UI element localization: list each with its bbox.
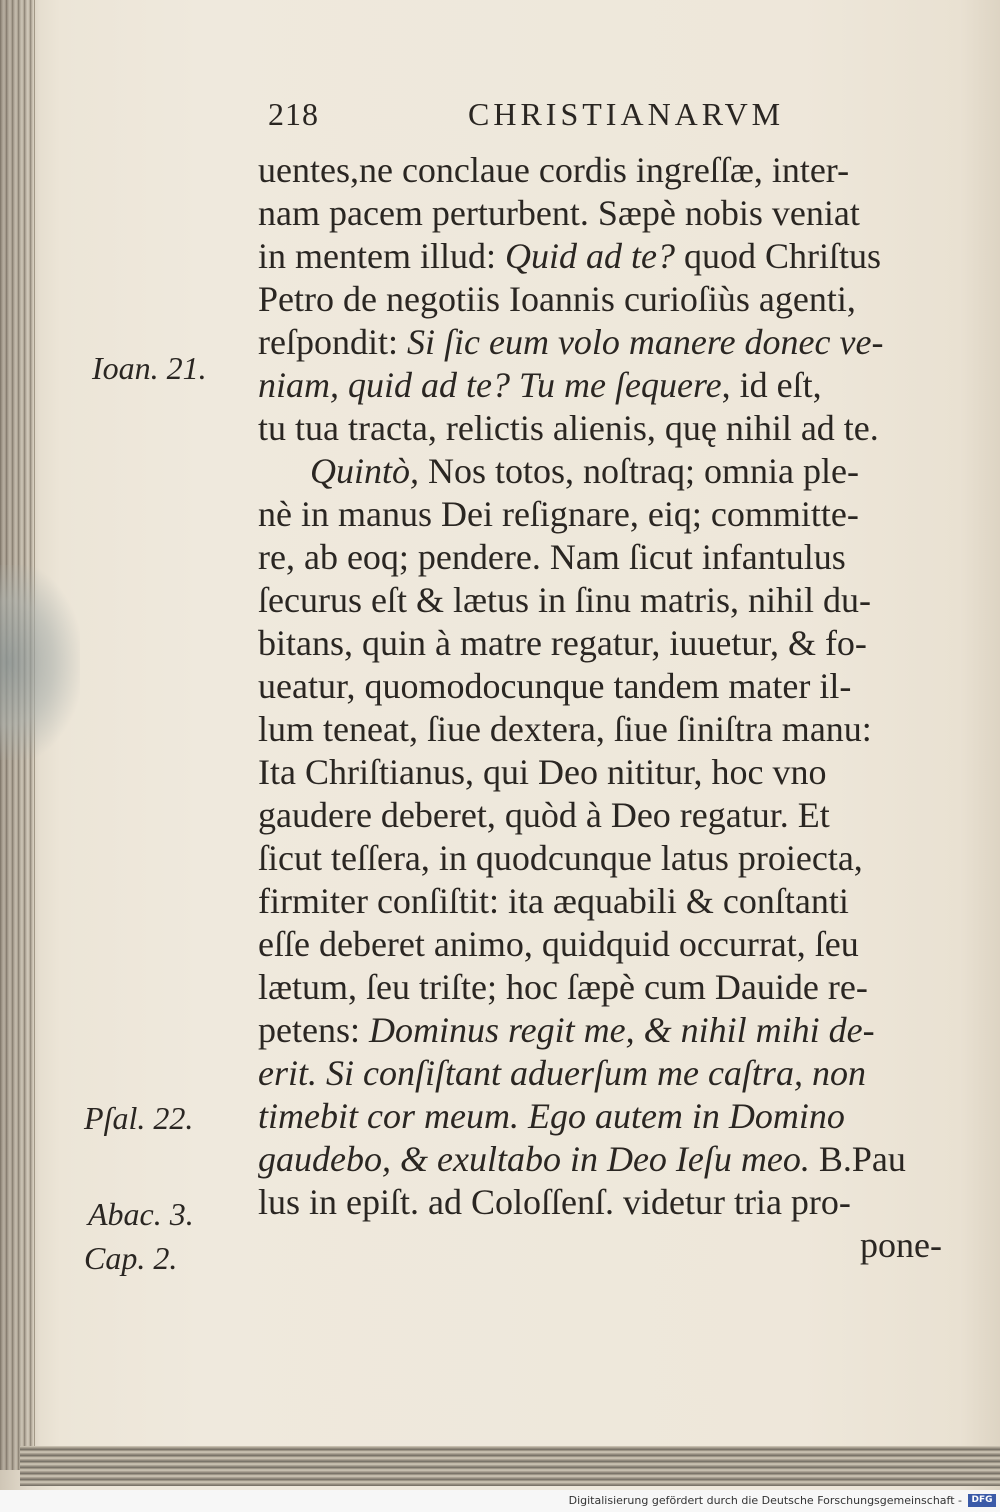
- text-line: [258, 322, 883, 364]
- roman-text: Petro de negotiis Ioannis curioſiùs agenti,: [258, 279, 856, 319]
- thumb-shadow: [0, 565, 80, 760]
- roman-text: in mentem illud:: [258, 236, 505, 276]
- text-line: [258, 1010, 875, 1052]
- roman-text: reſpondit:: [258, 322, 407, 362]
- page-header: [268, 96, 868, 140]
- italic-text: timebit cor meum. Ego autem in Domino: [258, 1096, 845, 1136]
- roman-text: firmiter conſiſtit: ita æquabili & conſtanti: [258, 881, 849, 921]
- running-title: CHRISTIANARVM: [468, 96, 785, 132]
- text-line: [258, 408, 879, 450]
- text-line: [258, 279, 856, 321]
- text-line: [258, 752, 826, 794]
- text-line: [258, 1182, 851, 1224]
- text-line: [258, 365, 822, 407]
- margin-note: Ioan. 21.: [92, 350, 207, 386]
- text-line: [258, 193, 860, 235]
- roman-text: nam pacem perturbent. Sæpè nobis veniat: [258, 193, 860, 233]
- text-line: [258, 838, 863, 880]
- text-line: [258, 967, 868, 1009]
- margin-note: Cap. 2.: [84, 1240, 178, 1276]
- roman-text: , id eſt,: [721, 365, 822, 405]
- text-line: [258, 709, 872, 751]
- roman-text: tu tua tracta, relictis alienis, quę nihil ad te.: [258, 408, 879, 448]
- italic-text: Quintò,: [310, 451, 420, 491]
- text-line: [258, 1053, 866, 1095]
- roman-text: uentes,ne conclaue cordis ingreſſæ, inter-: [258, 150, 850, 190]
- italic-text: erit. Si conſiſtant aduerſum me caſtra, non: [258, 1053, 866, 1093]
- roman-text: lus in epiſt. ad Coloſſenſ. videtur tria pro-: [258, 1182, 851, 1222]
- text-line: [258, 623, 867, 665]
- dfg-logo: DFG: [968, 1494, 996, 1507]
- margin-note: Pſal. 22.: [84, 1100, 194, 1136]
- italic-text: niam, quid ad te? Tu me ſequere: [258, 365, 722, 405]
- text-line: [258, 150, 849, 192]
- italic-text: gaudebo, & exultabo in Deo Ieſu meo.: [258, 1139, 810, 1179]
- roman-text: quod Chriſtus: [674, 236, 881, 276]
- italic-text: Dominus regit me, & nihil mihi de-: [368, 1010, 875, 1050]
- roman-text: nè in manus Dei reſignare, eiq; committe-: [258, 494, 859, 534]
- roman-text: B.Pau: [809, 1139, 906, 1179]
- roman-text: ſecurus eſt & lætus in ſinu matris, nihil du-: [258, 580, 871, 620]
- roman-text: Nos totos, noſtraq; omnia ple-: [419, 451, 859, 491]
- text-line: [258, 1139, 906, 1181]
- text-line: [310, 451, 859, 493]
- margin-note: Abac. 3.: [88, 1196, 194, 1232]
- roman-text: ueatur, quomodocunque tandem mater il-: [258, 666, 852, 706]
- text-line: [258, 881, 849, 923]
- bottom-page-edges: [20, 1446, 1000, 1486]
- text-line: [258, 1096, 845, 1138]
- roman-text: bitans, quin à matre regatur, iuuetur, & fo-: [258, 623, 867, 663]
- italic-text: Si ſic eum volo manere donec ve-: [406, 322, 884, 362]
- roman-text: ſicut teſſera, in quodcunque latus proiecta,: [258, 838, 863, 878]
- roman-text: lum teneat, ſiue dextera, ſiue ſiniſtra manu:: [258, 709, 872, 749]
- digitization-credit: Digitalisierung gefördert durch die Deutsche Forschungsgemeinschaft -: [568, 1494, 962, 1507]
- roman-text: pone-: [860, 1225, 942, 1265]
- text-line: [258, 236, 881, 278]
- text-line: [860, 1225, 942, 1267]
- roman-text: re, ab eoq; pendere. Nam ſicut infantulus: [258, 537, 846, 577]
- text-line: [258, 795, 830, 837]
- text-line: [258, 666, 851, 708]
- roman-text: gaudere deberet, quòd à Deo regatur. Et: [258, 795, 830, 835]
- page-number: 218: [268, 96, 319, 132]
- text-line: [258, 580, 871, 622]
- italic-text: Quid ad te?: [504, 236, 675, 276]
- roman-text: lætum, ſeu triſte; hoc ſæpè cum Dauide re-: [258, 967, 868, 1007]
- roman-text: Ita Chriſtianus, qui Deo nititur, hoc vno: [258, 752, 827, 792]
- text-line: [258, 924, 859, 966]
- text-line: [258, 537, 846, 579]
- roman-text: petens:: [258, 1010, 369, 1050]
- text-line: [258, 494, 859, 536]
- roman-text: eſſe deberet animo, quidquid occurrat, ſeu: [258, 924, 859, 964]
